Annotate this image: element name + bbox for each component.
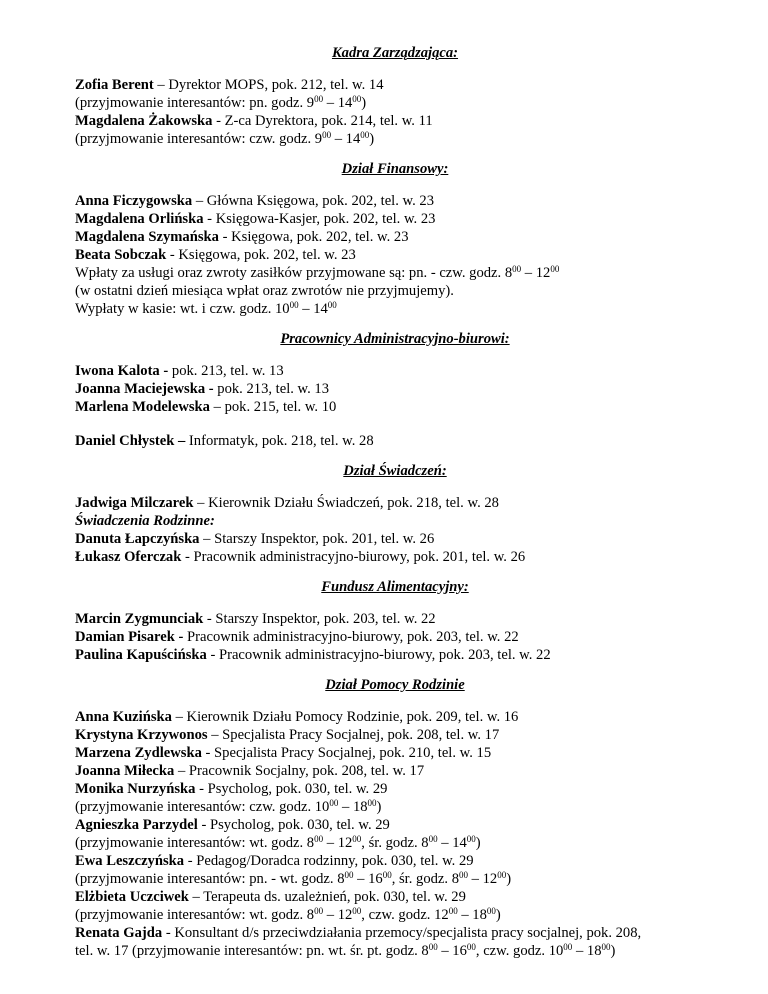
hours-line [75,942,715,960]
section-heading-admin: Pracownicy Administracyjno-biurowi: [280,331,510,347]
staff-name: Daniel Chłystek – [75,433,186,449]
staff-line [75,726,715,744]
staff-details: - Księgowa, pok. 202, tel. w. 23 [166,247,356,263]
sup: 00 [314,94,324,104]
sup: 00 [563,942,573,952]
staff-line [75,398,715,416]
text: ) [361,95,367,111]
staff-name: Marlena Modelewska [75,399,210,415]
staff-details: – Kierownik Działu Świadczeń, pok. 218, tel. w. 28 [193,495,499,511]
staff-line [75,744,715,762]
sup: 00 [512,264,522,274]
text: – 12 [521,265,551,281]
hours-line [75,264,715,282]
staff-details: - Specjalista Pracy Socjalnej, pok. 210, tel. w. 15 [201,745,492,761]
staff-name: Joanna Miłecka [75,763,175,779]
staff-name: Agnieszka Parzydel [75,817,198,833]
sup: 00 [486,906,496,916]
staff-details: - Psycholog, pok. 030, tel. w. 29 [197,817,390,833]
staff-details: - Z-ca Dyrektora, pok. 214, tel. w. 11 [212,113,433,129]
text: – 12 [468,871,498,887]
staff-name: Jadwiga Milczarek [75,495,194,511]
text: (przyjmowanie interesantów: pn. - wt. godz. 8 [75,871,345,887]
hours-line [75,906,715,924]
spacer [75,416,715,432]
sup: 00 [497,870,507,880]
sup: 00 [466,834,476,844]
sup: 00 [367,798,377,808]
section-heading-alimony: Fundusz Alimentacyjny: [321,579,469,595]
staff-line [75,852,715,870]
staff-line [75,380,715,398]
sup: 00 [382,870,392,880]
hours-line [75,94,715,112]
hours-line [75,834,715,852]
staff-name: Elżbieta Uczciwek [75,889,189,905]
sup: 00 [360,130,370,140]
section-heading-management: Kadra Zarządzająca: [331,45,459,61]
staff-name: Monika Nurzyńska [75,781,196,797]
staff-name: Anna Kuzińska [75,709,172,725]
staff-line [75,646,715,664]
sup: 00 [550,264,560,274]
staff-name: Anna Ficzygowska [75,193,193,209]
text: ) [495,907,501,923]
staff-line [75,228,715,246]
note-line: (w ostatni dzień miesiąca wpłat oraz zwrotów nie przyjmujemy). [75,283,454,299]
sup: 00 [448,906,458,916]
text: (przyjmowanie interesantów: wt. godz. 8 [75,835,315,851]
staff-line [75,432,715,450]
staff-details: - Pracownik administracyjno-biurowy, pok. 201, tel. w. 26 [181,549,526,565]
sup: 00 [428,834,438,844]
staff-details: – Specjalista Pracy Socjalnej, pok. 208, tel. w. 17 [207,727,500,743]
staff-details: – Główna Księgowa, pok. 202, tel. w. 23 [192,193,435,209]
staff-line [75,816,715,834]
staff-details: - Psycholog, pok. 030, tel. w. 29 [195,781,388,797]
staff-line [75,610,715,628]
staff-name: Magdalena Orlińska [75,211,204,227]
text: (przyjmowanie interesantów: wt. godz. 8 [75,907,315,923]
staff-line [75,192,715,210]
sup: 00 [314,834,324,844]
text: – 12 [323,907,353,923]
section-heading-family: Dział Pomocy Rodzinie [325,677,465,693]
staff-name: Ewa Leszczyńska [75,853,185,869]
text: ) [376,799,382,815]
sup: 00 [327,300,337,310]
staff-name: Joanna Maciejewska - [75,381,214,397]
staff-line [75,530,715,548]
staff-line [75,494,715,512]
staff-line [75,780,715,798]
staff-line [75,548,715,566]
staff-details: – Terapeuta ds. uzależnień, pok. 030, tel. w. 29 [188,889,466,905]
hours-line [75,870,715,888]
text: , śr. godz. 8 [391,871,459,887]
staff-line [75,924,715,942]
text: – 18 [457,907,487,923]
staff-line [75,210,715,228]
staff-line [75,76,715,94]
staff-details: - Pedagog/Doradca rodzinny, pok. 030, tel. w. 29 [184,853,474,869]
text: , czw. godz. 10 [475,943,564,959]
text: – 14 [298,301,328,317]
staff-details: – Dyrektor MOPS, pok. 212, tel. w. 14 [153,77,384,93]
staff-details: – pok. 215, tel. w. 10 [209,399,337,415]
section-heading-finance: Dział Finansowy: [341,161,449,177]
sup: 00 [428,942,438,952]
text: – 18 [572,943,602,959]
staff-details: pok. 213, tel. w. 13 [213,381,330,397]
sup: 00 [322,130,332,140]
staff-name: Damian Pisarek - [75,629,184,645]
hours-line [75,798,715,816]
text: ) [369,131,375,147]
staff-line [75,246,715,264]
staff-details: - Starszy Inspektor, pok. 203, tel. w. 22 [203,611,436,627]
subsection-label: Świadczenia Rodzinne: [75,513,215,529]
staff-line [75,362,715,380]
staff-name: Magdalena Szymańska [75,229,219,245]
text: tel. w. 17 (przyjmowanie interesantów: pn. wt. śr. pt. godz. 8 [75,943,429,959]
staff-line [75,762,715,780]
staff-line [75,628,715,646]
text: Wypłaty w kasie: wt. i czw. godz. 10 [75,301,290,317]
text: – 18 [338,799,368,815]
text: ) [475,835,481,851]
staff-name: Iwona Kalota - [75,363,169,379]
text: ) [506,871,512,887]
sup: 00 [329,798,339,808]
text: – 14 [323,95,353,111]
staff-name: Zofia Berent [75,77,154,93]
hours-line [75,300,715,318]
text: – 16 [437,943,467,959]
text: (przyjmowanie interesantów: czw. godz. 10 [75,799,330,815]
text: – 14 [437,835,467,851]
text: (przyjmowanie interesantów: pn. godz. 9 [75,95,315,111]
text: , czw. godz. 12 [361,907,449,923]
text: (przyjmowanie interesantów: czw. godz. 9 [75,131,323,147]
staff-name: Magdalena Żakowska [75,113,213,129]
staff-name: Marzena Zydlewska [75,745,202,761]
staff-name: Marcin Zygmunciak [75,611,204,627]
sup: 00 [466,942,476,952]
sup: 00 [289,300,299,310]
sup: 00 [344,870,354,880]
staff-name: Łukasz Oferczak [75,549,182,565]
staff-details: Pracownik administracyjno-biurowy, pok. 203, tel. w. 22 [183,629,519,645]
staff-name: Danuta Łapczyńska [75,531,200,547]
staff-details: - Konsultant d/s przeciwdziałania przemocy/specjalista pracy socjalnej, pok. 208, [162,925,642,941]
staff-name: Krystyna Krzywonos [75,727,208,743]
staff-name: Paulina Kapuścińska [75,647,207,663]
section-heading-benefits: Dział Świadczeń: [343,463,447,479]
staff-line [75,888,715,906]
sup: 00 [352,906,362,916]
sup: 00 [601,942,611,952]
text: – 16 [353,871,383,887]
text: , śr. godz. 8 [361,835,429,851]
staff-name: Beata Sobczak [75,247,167,263]
text: – 14 [331,131,361,147]
staff-details: - Księgowa, pok. 202, tel. w. 23 [218,229,409,245]
hours-line [75,130,715,148]
staff-details: – Pracownik Socjalny, pok. 208, tel. w. 17 [174,763,425,779]
staff-line [75,708,715,726]
staff-details: - Księgowa-Kasjer, pok. 202, tel. w. 23 [203,211,436,227]
text: ) [610,943,616,959]
staff-line [75,112,715,130]
text: Wpłaty za usługi oraz zwroty zasiłków przyjmowane są: pn. - czw. godz. 8 [75,265,513,281]
sup: 00 [314,906,324,916]
sup: 00 [352,834,362,844]
staff-details: Informatyk, pok. 218, tel. w. 28 [185,433,374,449]
sup: 00 [459,870,468,880]
text: – 12 [323,835,353,851]
staff-details: – Kierownik Działu Pomocy Rodzinie, pok. 209, tel. w. 16 [171,709,519,725]
document-body [75,44,715,960]
staff-details: – Starszy Inspektor, pok. 201, tel. w. 26 [199,531,435,547]
staff-details: - Pracownik administracyjno-biurowy, pok. 203, tel. w. 22 [206,647,551,663]
sup: 00 [352,94,362,104]
staff-details: pok. 213, tel. w. 13 [168,363,284,379]
staff-name: Renata Gajda [75,925,163,941]
